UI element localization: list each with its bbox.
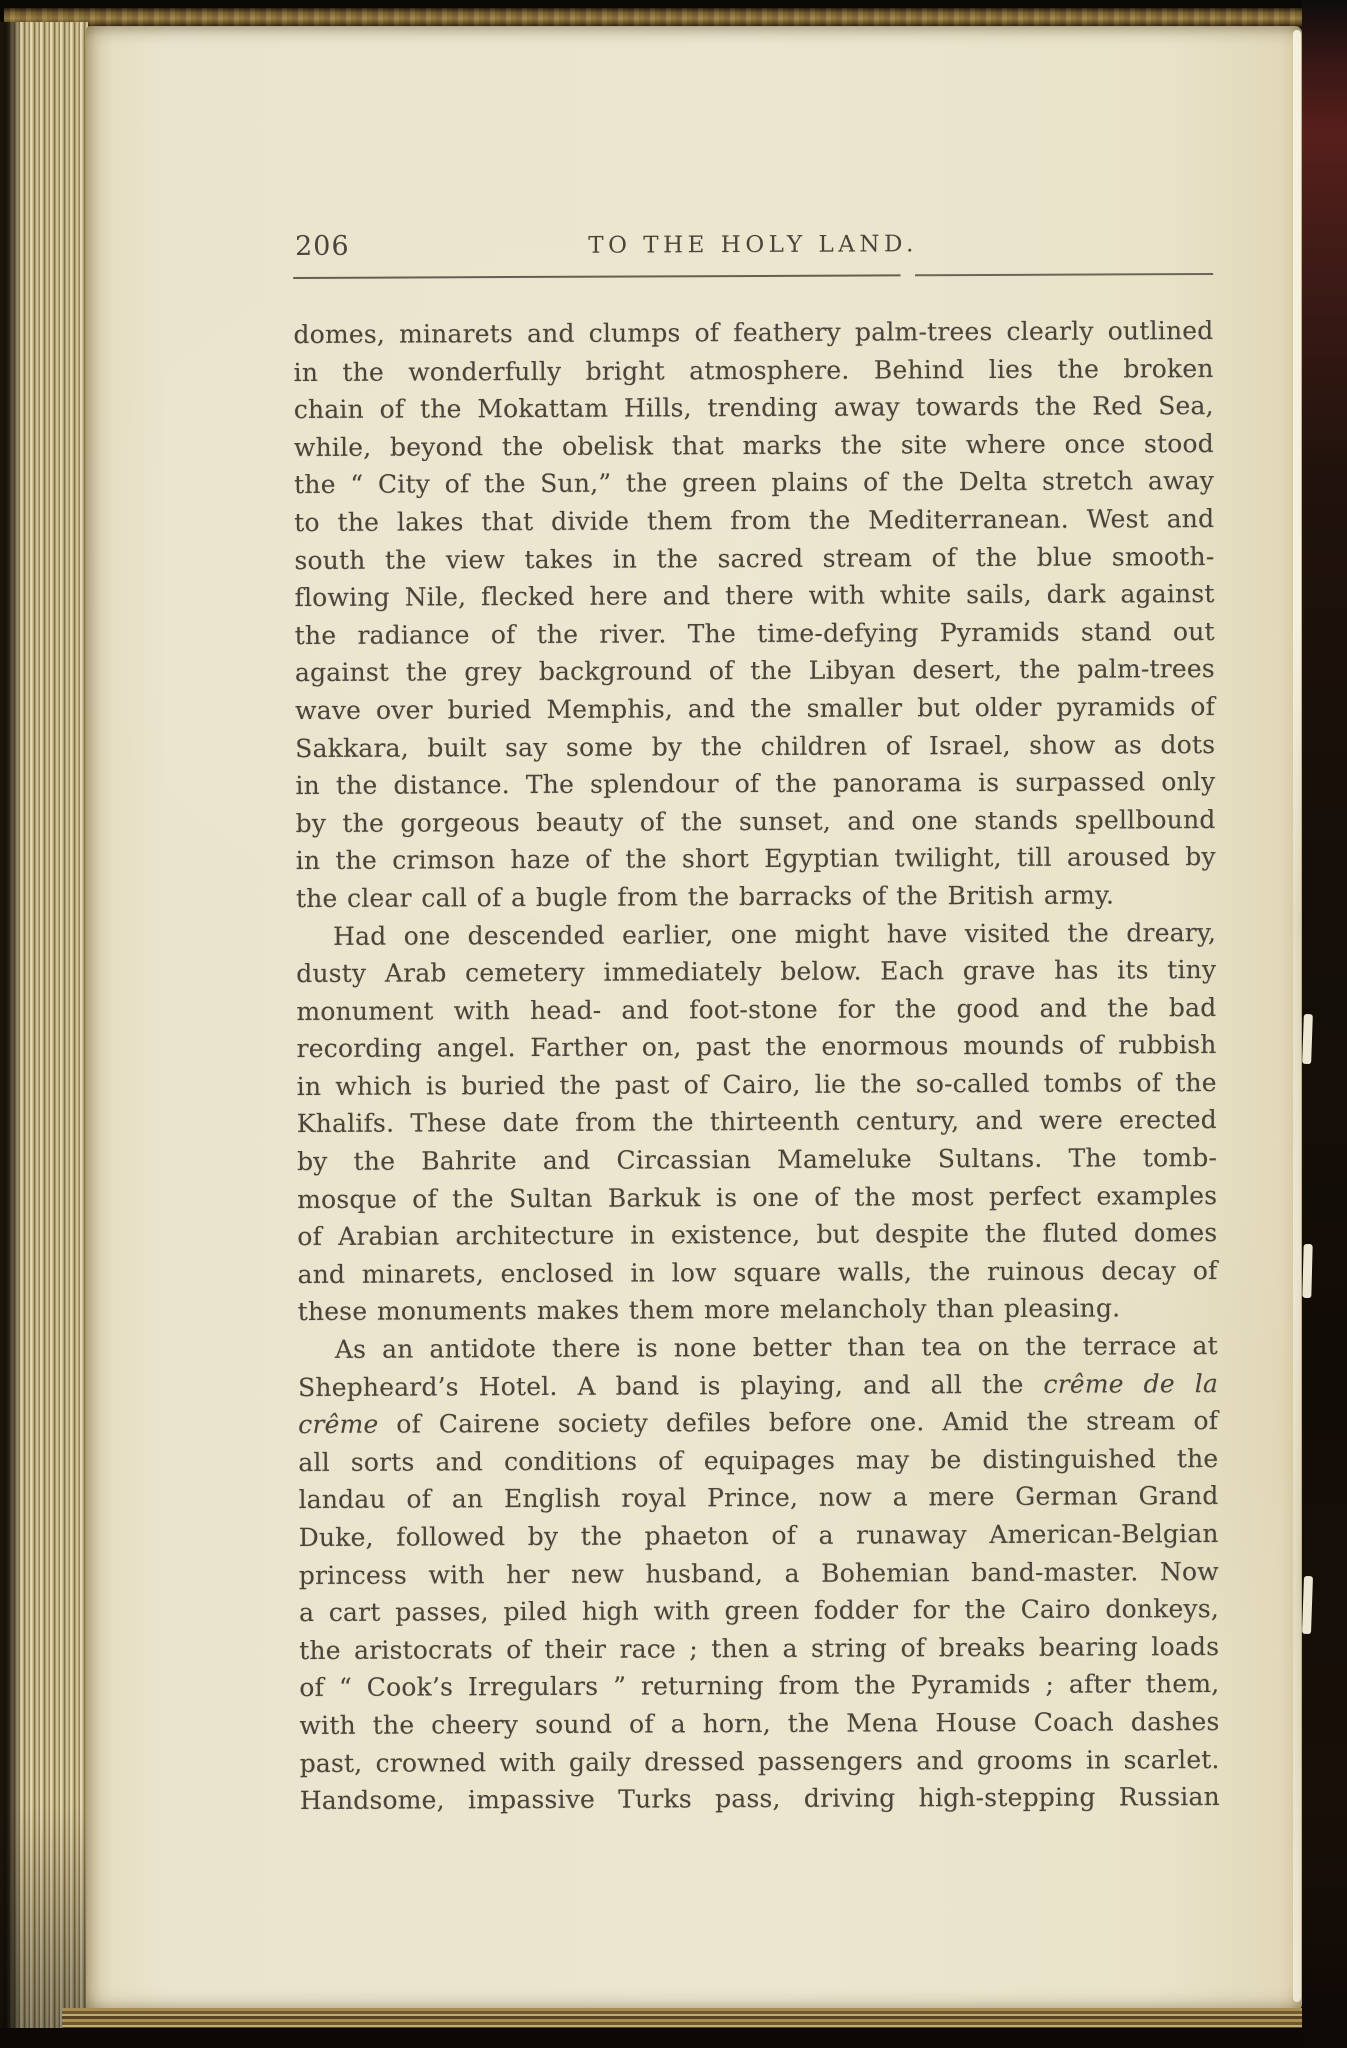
header-rule [293, 273, 1213, 279]
text-segment: flowing Nile, flecked here and there with white sails, dark against [294, 579, 1215, 613]
text-segment: in the wonderfully bright atmosphere. Behind lies the broken [293, 353, 1214, 387]
text-segment: with the cheery sound of a horn, the Mena House Coach dashes [299, 1706, 1220, 1740]
text-line [296, 989, 1216, 1031]
page-header [293, 227, 1213, 263]
text-segment: in the distance. The splendour of the panorama is surpassed only [295, 767, 1216, 801]
text-line [298, 1327, 1218, 1369]
italic-text: crême de la [1043, 1368, 1219, 1399]
text-segment: these monuments makes them more melancholy than pleasing. [297, 1293, 1121, 1327]
page-number: 206 [295, 230, 350, 262]
text-segment: Duke, followed by the phaeton of a runaway American-Belgian [298, 1518, 1219, 1552]
book-page [86, 26, 1302, 2012]
text-segment: Shepheard’s Hotel. A band is playing, and all the [297, 1369, 1044, 1402]
text-segment: wave over buried Memphis, and the smaller but older pyramids of [295, 691, 1216, 725]
text-line [300, 1778, 1220, 1820]
text-line [295, 726, 1215, 768]
text-segment: dusty Arab cemetery immediately below. Each grave has its tiny [296, 955, 1217, 989]
text-segment: of “ Cook’s Irregulars ” returning from the Pyramids ; after them, [299, 1669, 1220, 1703]
fore-edge-mark [1302, 1014, 1313, 1064]
text-line [294, 387, 1214, 429]
text-segment: Had one descended earlier, one might have visited the dreary, [333, 917, 1217, 951]
text-segment: against the grey background of the Libyan desert, the palm-trees [294, 654, 1215, 688]
text-segment: by the Bahrite and Circassian Mameluke Sultans. The tomb- [296, 1143, 1218, 1177]
text-line [298, 1440, 1218, 1482]
text-segment: the aristocrats of their race ; then a string of breaks bearing loads [299, 1631, 1220, 1665]
text-line [294, 500, 1214, 542]
text-line [296, 838, 1216, 880]
text-segment: all sorts and conditions of equipages may be distinguished the [298, 1443, 1219, 1477]
fore-edge-mark [1302, 1244, 1312, 1298]
text-segment: a cart passes, piled high with green fodder for the Cairo donkeys, [298, 1594, 1220, 1628]
book-cover-top-edge [4, 8, 1320, 27]
text-segment: chain of the Mokattam Hills, trending away towards the Red Sea, [293, 391, 1214, 425]
text-line [297, 1214, 1217, 1256]
text-line [296, 876, 1216, 918]
text-segment: recording angel. Farther on, past the enormous mounds of rubbish [296, 1030, 1217, 1064]
text-line [297, 1139, 1217, 1181]
text-line [300, 1741, 1220, 1783]
paragraph [293, 312, 1216, 918]
text-line [294, 538, 1214, 580]
text-segment: in the crimson haze of the short Egyptian twilight, till aroused by [295, 842, 1216, 876]
text-segment: Sakkara, built say some by the children of Israel, show as dots [295, 729, 1216, 763]
running-title: TO THE HOLY LAND. [588, 231, 918, 259]
text-line [297, 1101, 1217, 1143]
text-line [298, 1477, 1218, 1519]
text-line [298, 1402, 1218, 1444]
text-line [297, 1177, 1217, 1219]
text-line [296, 951, 1216, 993]
page-fore-edge-highlight [1293, 30, 1301, 2002]
text-line [294, 350, 1214, 392]
text-line [294, 462, 1214, 504]
photo-bottom-shadow [0, 2028, 1347, 2048]
page-body-text [293, 312, 1220, 1820]
text-line [296, 1026, 1216, 1068]
text-line [296, 801, 1216, 843]
text-segment: past, crowned with gaily dressed passengers and grooms in scarlet. [299, 1744, 1220, 1778]
text-line [293, 312, 1213, 354]
text-segment: and minarets, enclosed in low square walls, the ruinous decay of [297, 1255, 1218, 1289]
paragraph [296, 913, 1218, 1331]
text-segment: to the lakes that divide them from the Mediterranean. West and [294, 503, 1215, 537]
text-line [298, 1289, 1218, 1331]
text-segment: domes, minarets and clumps of feathery palm-trees clearly outlined [293, 315, 1214, 349]
text-segment: As an antidote there is none better than tea on the terrace at [334, 1331, 1218, 1364]
italic-text: crême [298, 1409, 379, 1440]
text-segment: of Arabian architecture in existence, but despite the fluted domes [297, 1218, 1218, 1252]
page-content [293, 227, 1220, 1820]
text-line [295, 575, 1215, 617]
text-segment: princess with her new husband, a Bohemian band-master. Now [298, 1556, 1219, 1590]
text-line [295, 763, 1215, 805]
text-segment: the radiance of the river. The time-defying Pyramids stand out [294, 616, 1215, 650]
text-segment: in which is buried the past of Cairo, lie the so-called tombs of the [296, 1067, 1217, 1101]
text-segment: of Cairene society defiles before one. Amid the stream of [378, 1406, 1219, 1439]
text-segment: mosque of the Sultan Barkuk is one of the most perfect examples [297, 1180, 1218, 1214]
text-line [299, 1515, 1219, 1557]
text-line [298, 1365, 1218, 1407]
text-line [299, 1553, 1219, 1595]
text-line [299, 1628, 1219, 1670]
text-segment: landau of an English royal Prince, now a mere German Grand [298, 1481, 1219, 1515]
text-line [295, 650, 1215, 692]
text-segment: monument with head- and foot-stone for the good and the bad [296, 992, 1217, 1026]
paragraph [298, 1327, 1220, 1820]
text-segment: the “ City of the Sun,” the green plains of the Delta stretch away [294, 466, 1215, 500]
text-line [297, 1064, 1217, 1106]
text-line [297, 1252, 1217, 1294]
text-line [296, 913, 1216, 955]
text-line [299, 1703, 1219, 1745]
book-bottom-page-edges [62, 2008, 1308, 2030]
text-line [294, 425, 1214, 467]
text-segment: south the view takes in the sacred stream of the blue smooth- [294, 541, 1215, 575]
text-segment: by the gorgeous beauty of the sunset, and one stands spellbound [295, 804, 1216, 838]
text-segment: Handsome, impassive Turks pass, driving high-stepping Russian [299, 1782, 1220, 1816]
text-segment: the clear call of a bugle from the barracks of the British army. [295, 880, 1115, 913]
text-segment: while, beyond the obelisk that marks the site where once stood [293, 428, 1214, 462]
text-line [299, 1590, 1219, 1632]
text-line [299, 1665, 1219, 1707]
text-line [295, 613, 1215, 655]
text-line [295, 688, 1215, 730]
page-edges-left-stack [0, 22, 88, 2048]
text-segment: Khalifs. These date from the thirteenth century, and were erected [296, 1105, 1217, 1139]
